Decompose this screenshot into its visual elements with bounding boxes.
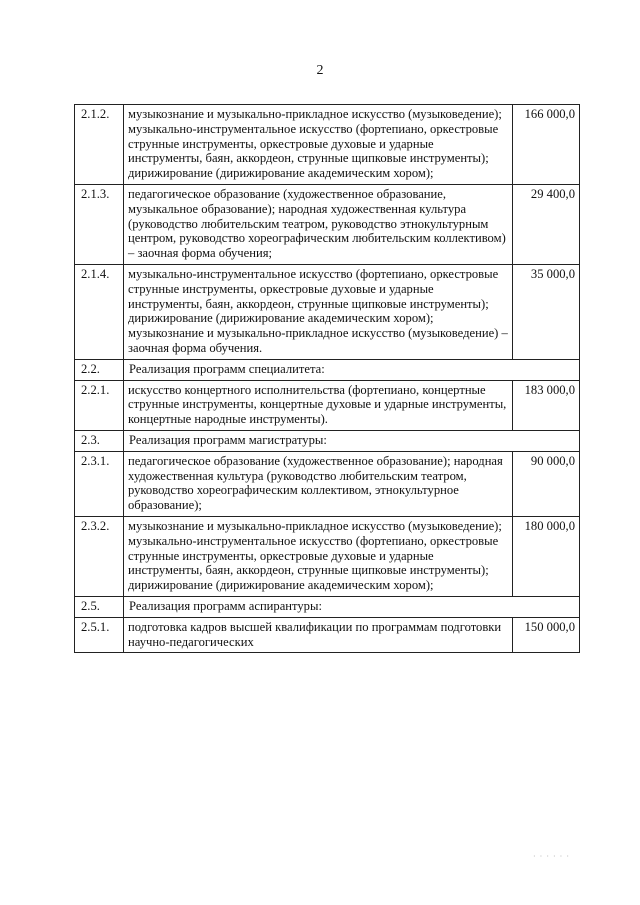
row-amount: 166 000,0 (513, 105, 580, 185)
row-description: искусство концертного исполнительства (фортепиано, концертные струнные инструменты, концертные духовые и ударные инструменты, концертные народные инструменты). (124, 380, 513, 430)
table-row (75, 516, 580, 596)
row-number: 2.5.1. (75, 617, 124, 653)
page-number: 2 (316, 63, 324, 78)
section-row (75, 596, 580, 617)
table-row (75, 184, 580, 264)
row-amount: 29 400,0 (513, 184, 580, 264)
row-description: педагогическое образование (художественное образование, музыкальное образование); народная художественная культура (руководство любительским театром, руководство этнокультурным центром, руководство хореографическим любительским коллективом) – заочная форма обучения; (124, 184, 513, 264)
row-amount: 150 000,0 (513, 617, 580, 653)
table-row (75, 617, 580, 653)
table-row (75, 380, 580, 430)
row-amount: 180 000,0 (513, 516, 580, 596)
section-number: 2.2. (75, 359, 124, 380)
row-number: 2.1.3. (75, 184, 124, 264)
scan-mark: · · · · · · (533, 852, 570, 861)
section-title: Реализация программ аспирантуры: (124, 596, 580, 617)
row-number: 2.2.1. (75, 380, 124, 430)
section-row (75, 430, 580, 451)
row-description: музыкально-инструментальное искусство (фортепиано, оркестровые струнные инструменты, оркестровые духовые и ударные инструменты, баян, аккордеон, струнные щипковые инструменты); дирижирование (дирижирование академическим хором); музыкознание и музыкально-прикладное искусство (музыковедение) – заочная форма обучения. (124, 264, 513, 359)
row-amount: 183 000,0 (513, 380, 580, 430)
row-description: музыкознание и музыкально-прикладное искусство (музыковедение); музыкально-инструментальное искусство (фортепиано, оркестровые струнные инструменты, оркестровые духовые и ударные инструменты, баян, аккордеон, струнные щипковые инструменты); дирижирование (дирижирование академическим хором); (124, 105, 513, 185)
row-amount: 35 000,0 (513, 264, 580, 359)
row-description: педагогическое образование (художественное образование); народная художественная культура (руководство любительским театром, руководство хореографическим коллективом, этнокультурное образование); (124, 451, 513, 516)
table-row (75, 451, 580, 516)
funding-table (74, 104, 580, 653)
row-number: 2.1.4. (75, 264, 124, 359)
row-description: музыкознание и музыкально-прикладное искусство (музыковедение); музыкально-инструментальное искусство (фортепиано, оркестровые струнные инструменты, оркестровые духовые и ударные инструменты, баян, аккордеон, струнные щипковые инструменты); дирижирование (дирижирование академическим хором); (124, 516, 513, 596)
section-number: 2.5. (75, 596, 124, 617)
row-number: 2.3.1. (75, 451, 124, 516)
row-description: подготовка кадров высшей квалификации по программам подготовки научно-педагогических (124, 617, 513, 653)
table-row (75, 105, 580, 185)
table-row (75, 264, 580, 359)
row-number: 2.3.2. (75, 516, 124, 596)
row-amount: 90 000,0 (513, 451, 580, 516)
section-number: 2.3. (75, 430, 124, 451)
section-title: Реализация программ специалитета: (124, 359, 580, 380)
row-number: 2.1.2. (75, 105, 124, 185)
section-row (75, 359, 580, 380)
section-title: Реализация программ магистратуры: (124, 430, 580, 451)
